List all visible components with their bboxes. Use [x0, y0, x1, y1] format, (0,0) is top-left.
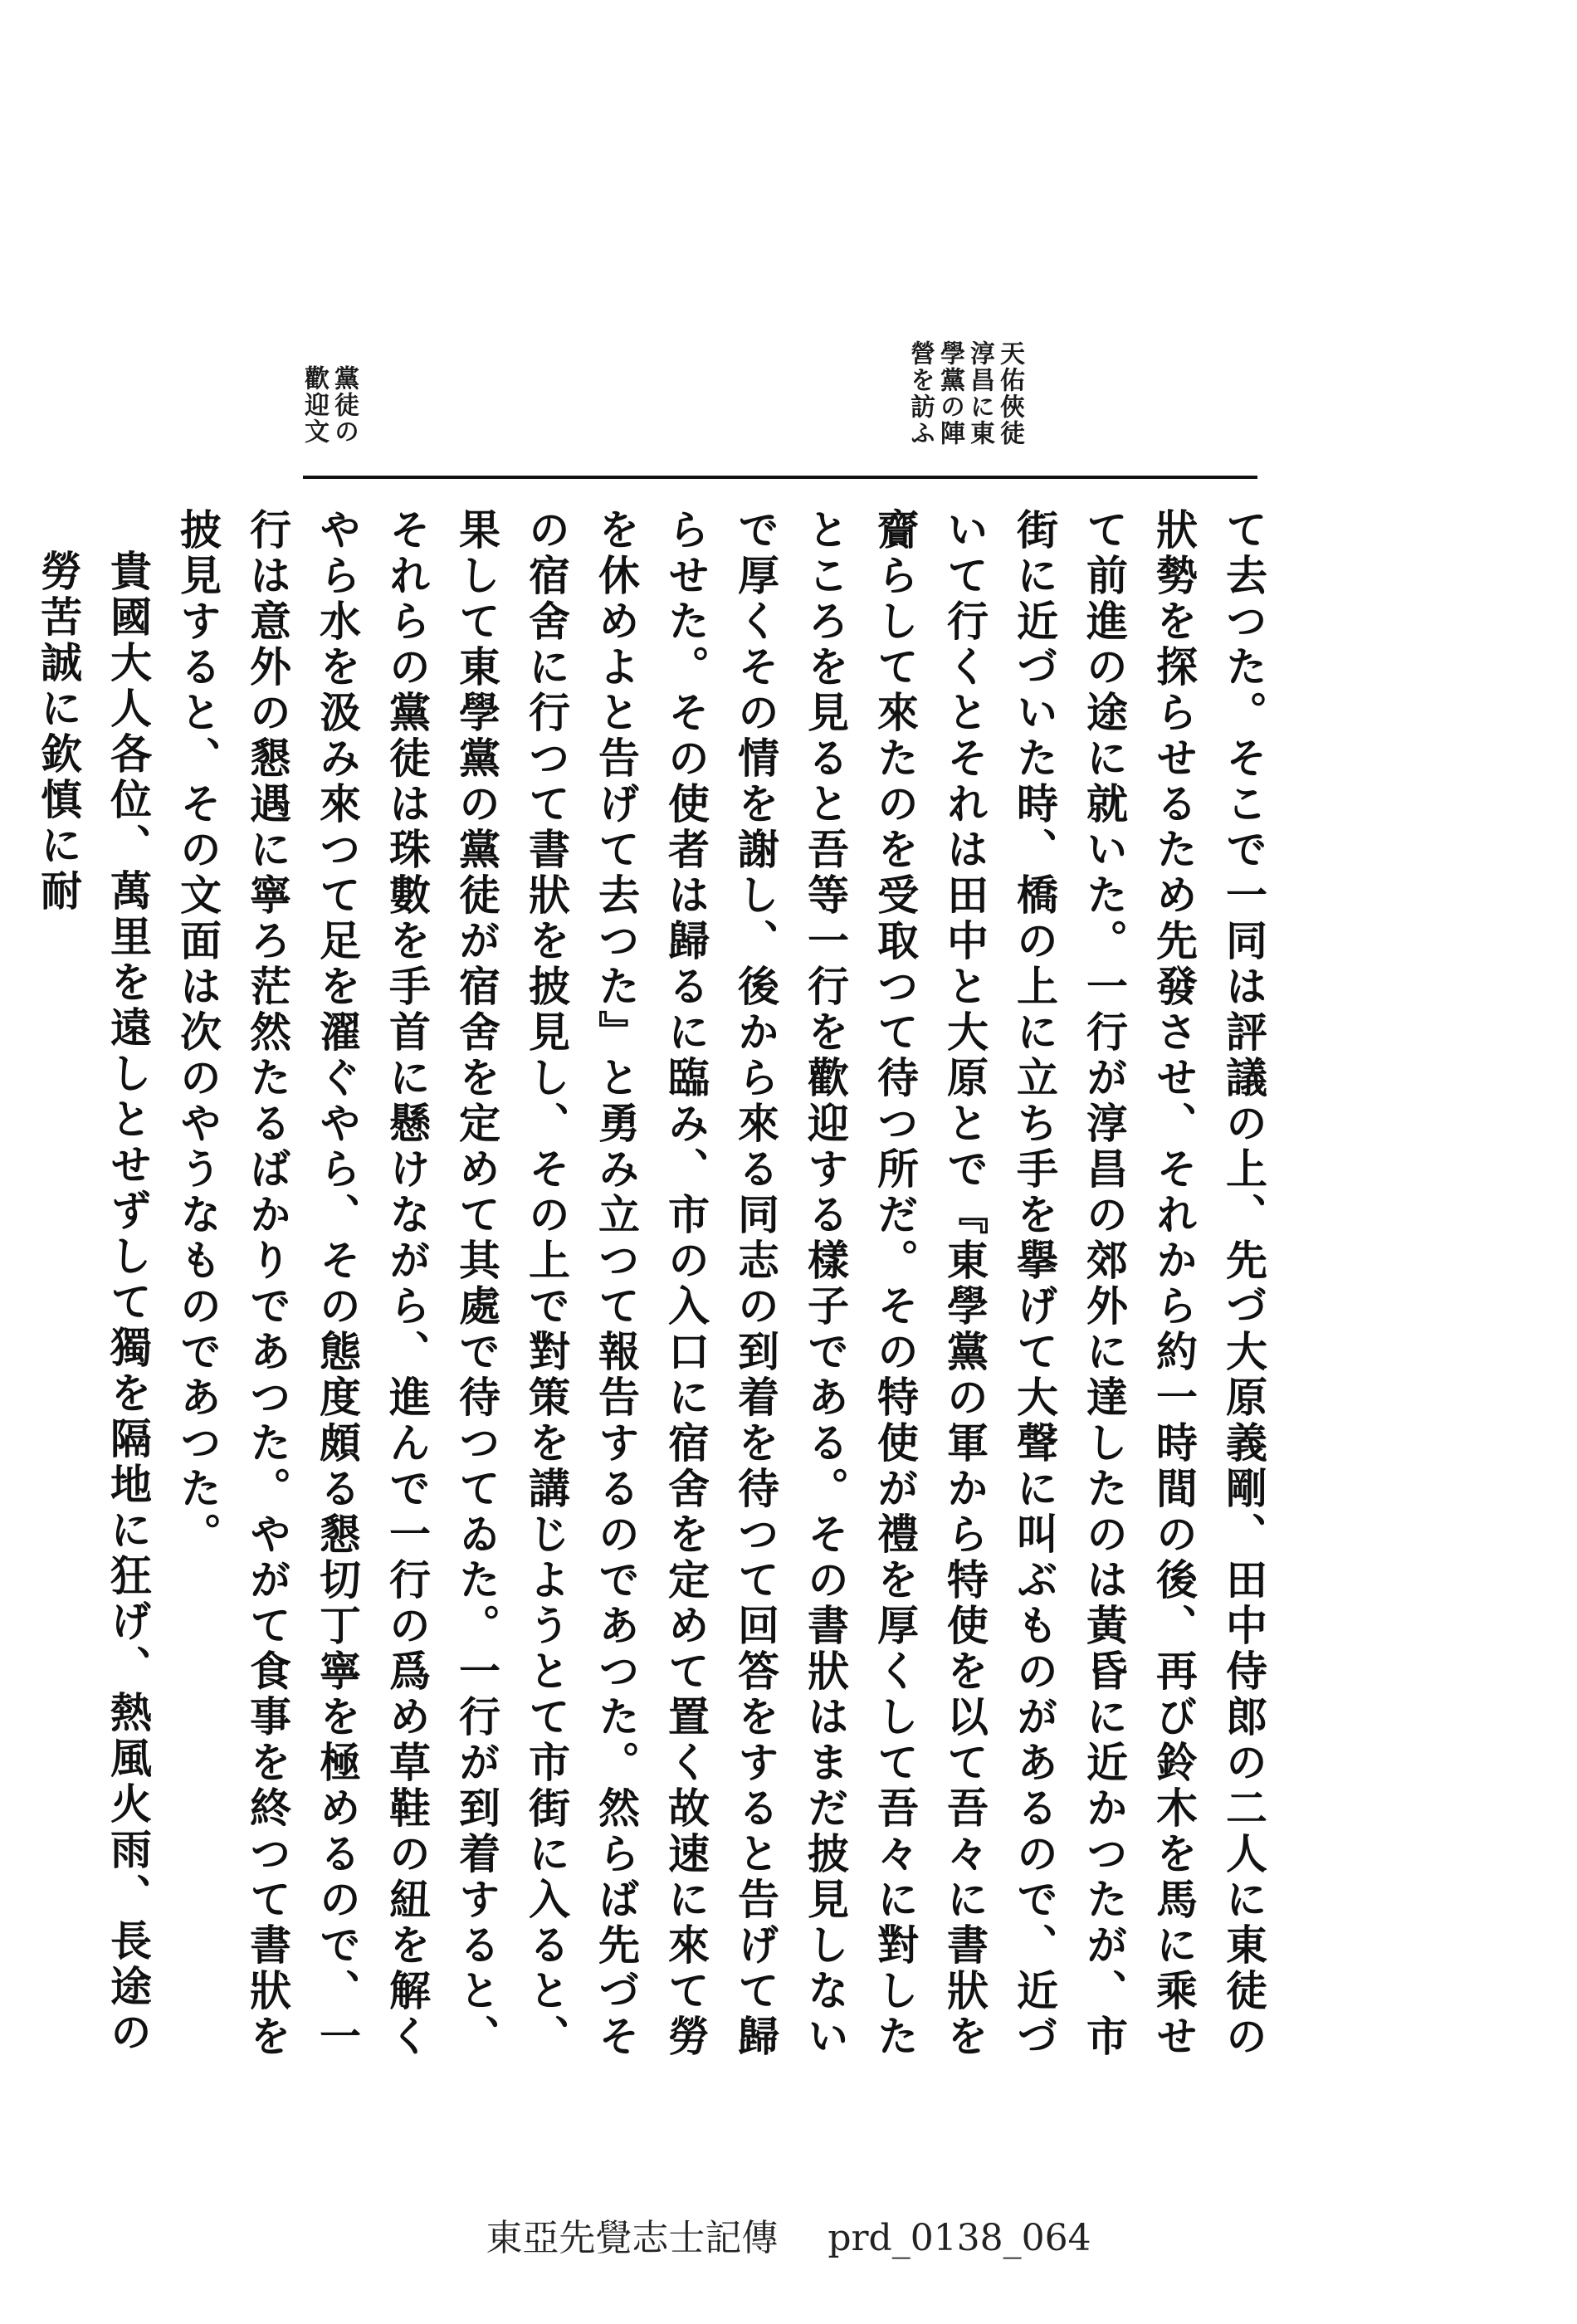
body-text — [34, 508, 1278, 2060]
margin-note-subheading: 黨徒の歡迎文 — [300, 365, 359, 445]
header-rule — [303, 476, 1257, 479]
footer-title: 東亞先覺志士記傳 — [486, 2217, 779, 2259]
margin-note-heading: 天佑俠徒淳昌に東學黨の陣營を訪ふ — [906, 340, 1024, 447]
body-paragraph: て去つた。そこで一同は評議の上、先づ大原義剛、田中侍郎の二人に東徒の狀勢を探らせるため先發させ、それから約一時間の後、再び鈴木を馬に乘せて前進の途に就いた。一行が淳昌の郊外に達したのは黃昏に近かつたが、市街に近づいた時、橋の上に立ち手を擧げて大聲に叫ぶものがあるので、近づいて行くとそれは田中と大原とで『東學黨の軍から特使を以て吾々に書狀を齎らして來たのを受取つて待つ所だ。その特使が禮を厚くして吾々に對したところを見ると吾等一行を歡迎する樣子である。その書狀はまだ披見しないで厚くその情を謝し、後から來る同志の到着を待つて回答をすると告げて歸らせた。その使者は歸るに臨み、市の入口に宿舍を定めて置く故速に來て勞を休めよと告げて去つた』と勇み立つて報告するのであつた。然らば先づその宿舍に行つて書狀を披見し、その上で對策を講じようとて市街に入ると、果して東學黨の黨徒が宿舍を定めて其處で待つてゐた。一行が到着すると、それらの黨徒は珠數を手首に懸けながら、進んで一行の爲め草鞋の紐を解くやら水を汲み來つて足を濯ぐやら、その態度頗る懇切丁寧を極めるので、一行は意外の懇遇に寧ろ茫然たるばかりであつた。やがて食事を終つて書狀を披見すると、その文面は次のやうなものであつた。 — [173, 508, 1268, 2060]
footer-caption — [0, 2208, 1577, 2261]
footer-code: prd_0138_064 — [828, 2217, 1091, 2259]
body-paragraph-letter: 貴國大人各位、萬里を遠しとせずして獨を隔地に狂げ、熱風火雨、長途の勞苦誠に欽慎に耐 — [34, 549, 153, 2056]
